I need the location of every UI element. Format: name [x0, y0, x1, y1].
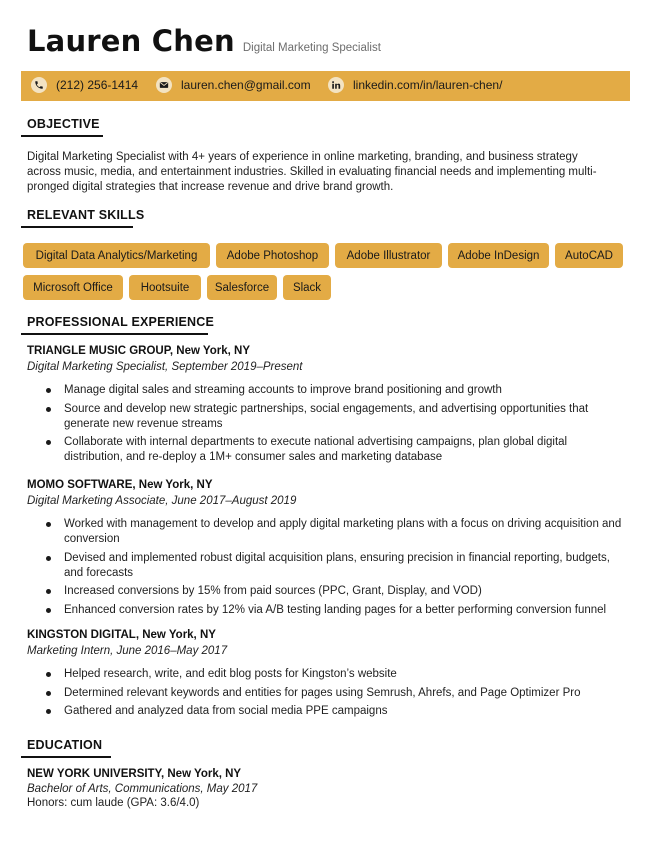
job-role: Digital Marketing Specialist, September 2019–Present — [27, 361, 303, 373]
contact-phone — [31, 77, 138, 93]
list-item: Determined relevant keywords and entities for pages using Semrush, Ahrefs, and Page Optimizer Pro — [27, 686, 627, 701]
list-item: Devised and implemented robust digital acquisition plans, ensuring precision in financial reporting, budgets, and forecasts — [27, 551, 627, 581]
experience-heading: PROFESSIONAL EXPERIENCE — [27, 315, 215, 329]
skill-chip: Hootsuite — [129, 275, 201, 300]
objective-heading: OBJECTIVE — [27, 117, 100, 131]
list-item: Increased conversions by 15% from paid sources (PPC, Grant, Display, and VOD) — [27, 584, 627, 599]
skill-chip: Microsoft Office — [23, 275, 123, 300]
candidate-name: Lauren Chen — [27, 24, 235, 58]
job-company: KINGSTON DIGITAL, New York, NY — [27, 629, 216, 641]
education-degree: Bachelor of Arts, Communications, May 2017 — [27, 783, 258, 795]
list-item: Enhanced conversion rates by 12% via A/B testing landing pages for a better performing conversion funnel — [27, 603, 627, 618]
phone-icon — [31, 77, 47, 93]
list-item: Collaborate with internal departments to execute national advertising campaigns, plan global digital distribution, and re-deploy a 1M+ consumer sales and marketing database — [27, 435, 627, 465]
contact-email[interactable] — [156, 77, 311, 93]
contact-bar — [21, 71, 630, 101]
email-link[interactable]: lauren.chen@gmail.com — [181, 78, 311, 92]
list-item: Manage digital sales and streaming accounts to improve brand positioning and growth — [27, 383, 627, 398]
objective-text: Digital Marketing Specialist with 4+ years of experience in online marketing, branding, and business strategy across music, media, and entertainment industries. Skilled in evaluating financial needs and implementing multi-pronged digital strategies that increase revenue and drive brand growth. — [27, 151, 597, 193]
skills-row-1 — [23, 243, 629, 268]
job-company: MOMO SOFTWARE, New York, NY — [27, 479, 213, 491]
list-item: Worked with management to develop and apply digital marketing plans with a focus on driving acquisition and conversion — [27, 517, 627, 547]
linkedin-link[interactable]: linkedin.com/in/lauren-chen/ — [353, 78, 503, 92]
experience-rule — [21, 333, 208, 335]
skill-chip: Adobe Photoshop — [216, 243, 329, 268]
education-heading: EDUCATION — [27, 738, 103, 752]
linkedin-icon — [328, 77, 344, 93]
education-honors: Honors: cum laude (GPA: 3.6/4.0) — [27, 797, 200, 809]
job-role: Marketing Intern, June 2016–May 2017 — [27, 645, 228, 657]
skills-heading: RELEVANT SKILLS — [27, 208, 145, 222]
list-item: Helped research, write, and edit blog posts for Kingston’s website — [27, 667, 627, 682]
envelope-icon — [156, 77, 172, 93]
skills-row-2 — [23, 275, 337, 300]
skill-chip: Adobe Illustrator — [335, 243, 442, 268]
skill-chip: Digital Data Analytics/Marketing — [23, 243, 210, 268]
education-school: NEW YORK UNIVERSITY, New York, NY — [27, 768, 242, 780]
list-item: Gathered and analyzed data from social media PPE campaigns — [27, 704, 627, 719]
skill-chip: Salesforce — [207, 275, 277, 300]
skill-chip: Slack — [283, 275, 331, 300]
job-bullets — [27, 383, 627, 469]
candidate-title: Digital Marketing Specialist — [242, 42, 381, 54]
skills-rule — [21, 226, 133, 228]
skill-chip: AutoCAD — [555, 243, 623, 268]
objective-rule — [21, 135, 103, 137]
job-company: TRIANGLE MUSIC GROUP, New York, NY — [27, 345, 251, 357]
job-role: Digital Marketing Associate, June 2017–August 2019 — [27, 495, 297, 507]
job-bullets — [27, 517, 627, 621]
skill-chip: Adobe InDesign — [448, 243, 549, 268]
education-rule — [21, 756, 111, 758]
contact-linkedin[interactable] — [328, 77, 502, 93]
job-bullets — [27, 667, 627, 723]
resume-header — [27, 24, 381, 58]
list-item: Source and develop new strategic partnerships, social engagements, and advertising opportunities that generate new revenue streams — [27, 402, 627, 432]
phone-text: (212) 256-1414 — [56, 78, 139, 92]
